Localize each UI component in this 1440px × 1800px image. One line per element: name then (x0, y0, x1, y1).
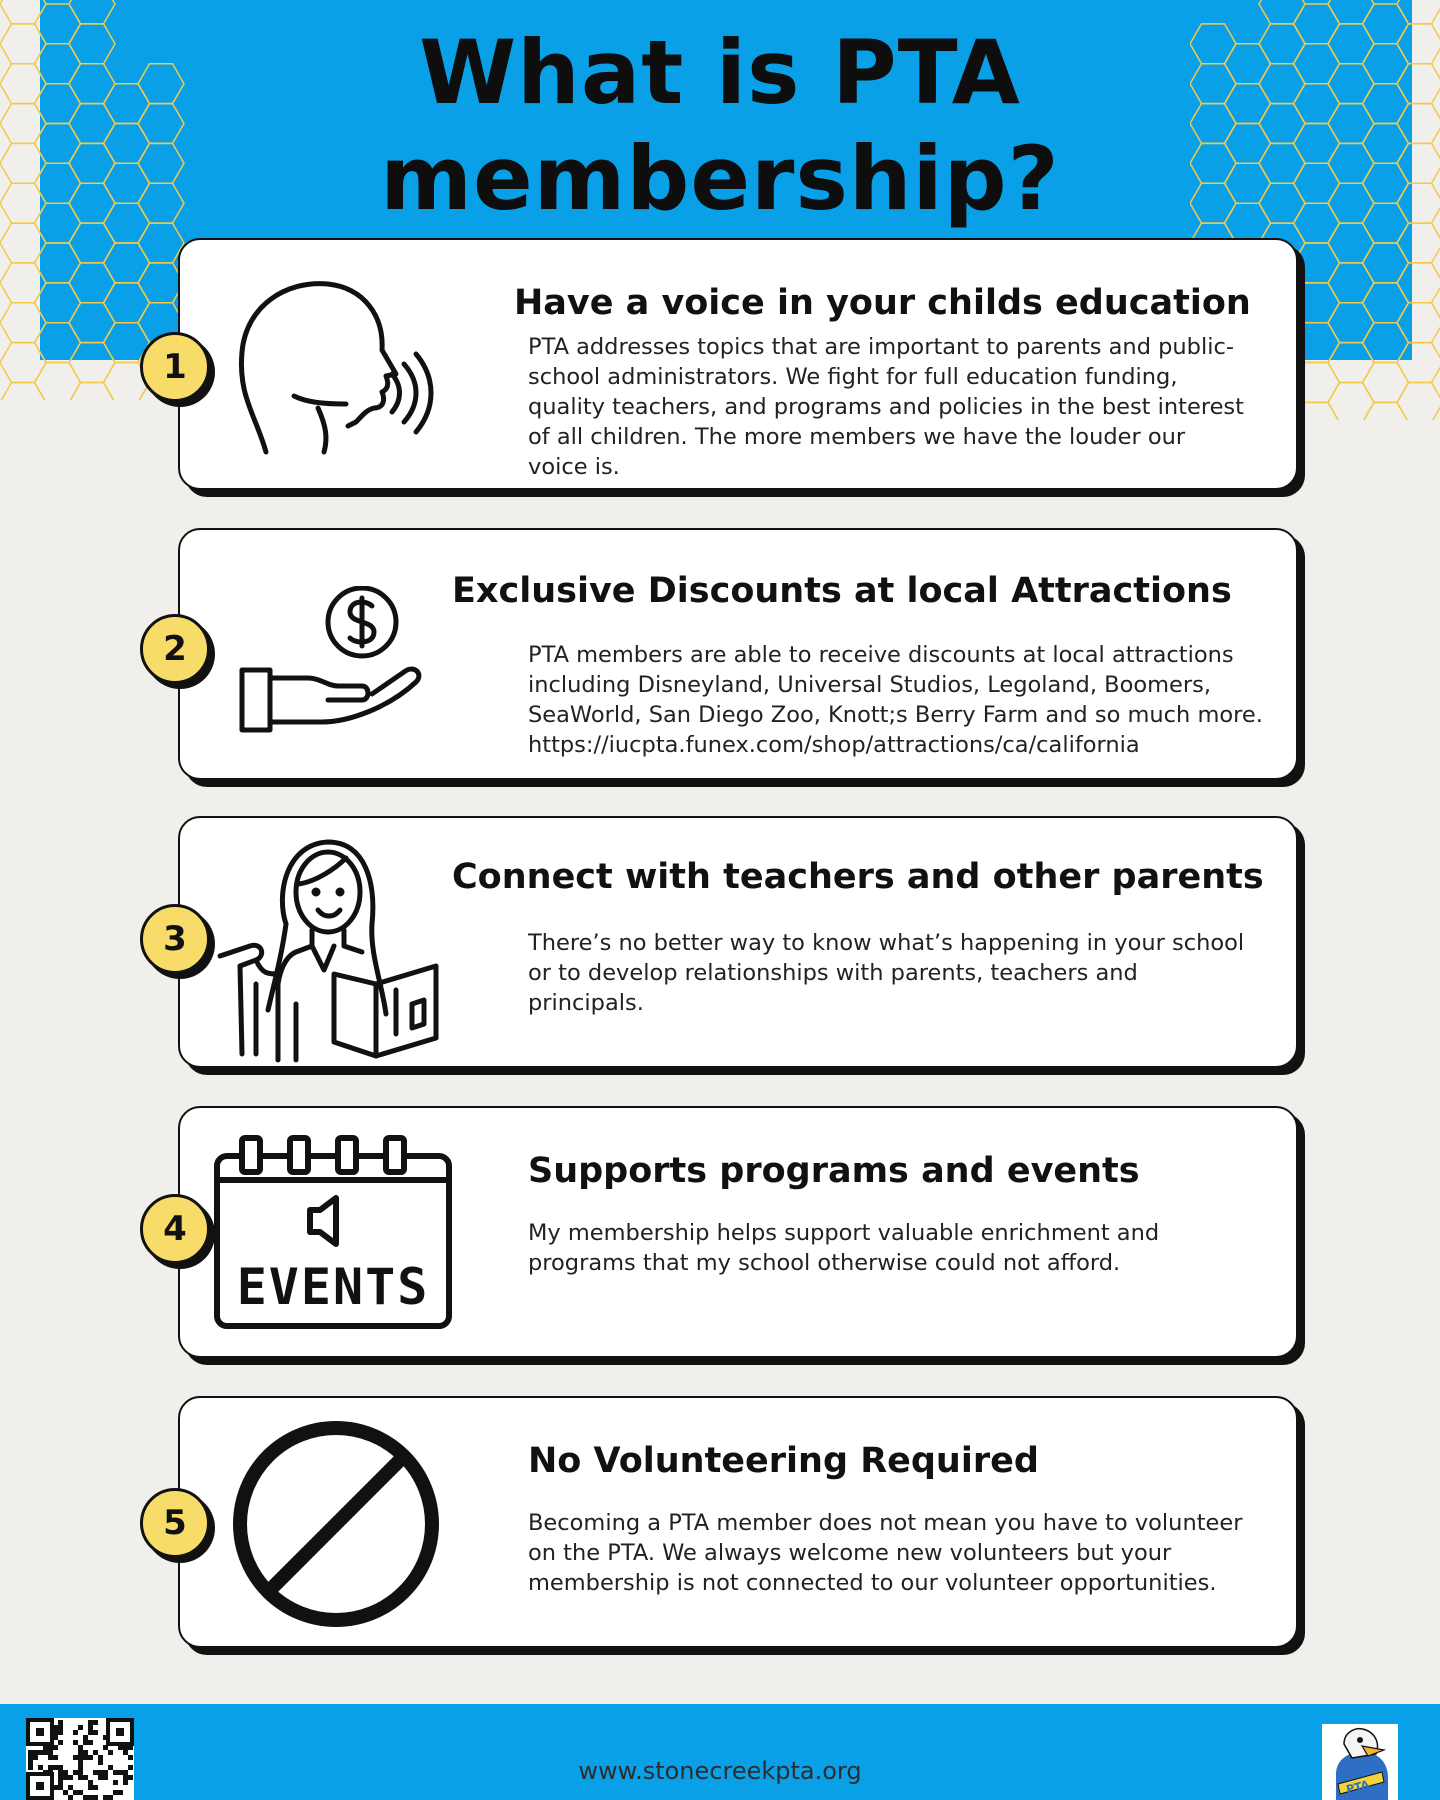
honeycomb-cell (1363, 243, 1409, 283)
benefit-heading: Supports programs and events (528, 1151, 1140, 1191)
step-badge-4 (140, 1194, 210, 1264)
qr-module (73, 1790, 78, 1795)
qr-module (78, 1790, 83, 1795)
qr-module (118, 1790, 123, 1795)
speaking-head-icon (236, 276, 436, 456)
qr-module (88, 1740, 93, 1745)
honeycomb-cell (0, 343, 46, 383)
qr-module (78, 1745, 83, 1750)
qr-module (93, 1730, 98, 1735)
website-link[interactable]: www.stonecreekpta.org (578, 1757, 862, 1785)
step-number: 1 (163, 347, 187, 387)
qr-module (113, 1790, 118, 1795)
benefit-heading: Connect with teachers and other parents (452, 857, 1264, 897)
events-label: EVENTS (236, 1258, 430, 1316)
qr-finder-center (116, 1728, 124, 1736)
step-badge-5 (140, 1488, 210, 1558)
qr-module (78, 1725, 83, 1730)
qr-module (58, 1740, 63, 1745)
benefit-heading: Exclusive Discounts at local Attractions (452, 571, 1232, 611)
hand-dollar-icon (238, 586, 438, 736)
teacher-icon (216, 834, 446, 1064)
step-badge-1 (140, 332, 210, 402)
honeycomb-cell (0, 263, 46, 303)
honeycomb-cell (1328, 343, 1374, 383)
qr-module (68, 1795, 73, 1800)
qr-module (33, 1750, 38, 1755)
qr-module (73, 1740, 78, 1745)
eagle-mascot-icon (1322, 1724, 1398, 1800)
step-number: 3 (163, 919, 187, 959)
benefit-card-4 (178, 1106, 1298, 1358)
honeycomb-cell (1363, 363, 1409, 403)
qr-module (88, 1795, 93, 1800)
benefit-body: There’s no better way to know what’s happening in your school or to develop relationships with parents, teachers and principals. (528, 930, 1245, 1016)
honeycomb-cell (1294, 363, 1340, 403)
benefit-card-2 (178, 528, 1298, 780)
qr-module (43, 1750, 48, 1755)
honeycomb-cell (1328, 263, 1374, 303)
honeycomb-cell (1397, 383, 1440, 421)
step-number: 5 (163, 1503, 187, 1543)
qr-module (103, 1795, 108, 1800)
honeycomb-cell (69, 343, 115, 383)
page-title (0, 20, 1440, 232)
benefit-body: PTA addresses topics that are important to parents and public-school administrators. We fight for full education funding, quality teachers, and programs and policies in the best interest of all children. The more members we have the louder our voice is. (528, 334, 1244, 480)
qr-module (58, 1785, 63, 1790)
qr-module (93, 1720, 98, 1725)
qr-module (83, 1795, 88, 1800)
honeycomb-cell (104, 283, 150, 323)
honeycomb-cell (1294, 243, 1340, 283)
qr-module (83, 1740, 88, 1745)
title-line-1: What is PTA (419, 21, 1021, 124)
qr-module (88, 1720, 93, 1725)
honeycomb-cell (1397, 303, 1440, 343)
honeycomb-cell (1294, 283, 1340, 323)
qr-module (78, 1750, 83, 1755)
qr-module (83, 1735, 88, 1740)
honeycomb-cell (1397, 263, 1440, 303)
qr-module (38, 1750, 43, 1755)
qr-module (73, 1730, 78, 1735)
qr-module (88, 1725, 93, 1730)
honeycomb-cell (104, 243, 150, 283)
qr-module (88, 1730, 93, 1735)
qr-module (63, 1790, 68, 1795)
qr-module (108, 1750, 113, 1755)
events-calendar-icon (212, 1134, 454, 1332)
qr-module (68, 1785, 73, 1790)
qr-finder-center (36, 1728, 44, 1736)
qr-module (48, 1750, 53, 1755)
benefit-heading: No Volunteering Required (528, 1441, 1039, 1481)
qr-module (93, 1785, 98, 1790)
honeycomb-cell (35, 283, 81, 323)
benefit-body: Becoming a PTA member does not mean you have to volunteer on the PTA. We always welcome new volunteers but your membership is not connected to our volunteer opportunities. (528, 1510, 1243, 1596)
honeycomb-cell (69, 263, 115, 303)
qr-module (83, 1750, 88, 1755)
step-badge-3 (140, 904, 210, 974)
honeycomb-cell (1294, 323, 1340, 363)
honeycomb-cell (35, 243, 81, 283)
qr-module (93, 1750, 98, 1755)
footer-band (0, 1704, 1440, 1800)
honeycomb-cell (1328, 303, 1374, 343)
step-badge-2 (140, 614, 210, 684)
qr-module (58, 1720, 63, 1725)
title-line-2: membership? (380, 127, 1060, 230)
qr-module (123, 1750, 128, 1755)
honeycomb-cell (1363, 323, 1409, 363)
honeycomb-cell (1397, 343, 1440, 383)
benefit-card-5 (178, 1396, 1298, 1648)
honeycomb-cell (35, 323, 81, 363)
qr-module (108, 1795, 113, 1800)
honeycomb-cell (0, 303, 46, 343)
qr-module (28, 1750, 33, 1755)
benefit-body: My membership helps support valuable enrichment and programs that my school otherwise could not afford. (528, 1220, 1160, 1276)
benefit-heading: Have a voice in your childs education (514, 283, 1251, 323)
benefit-card-3 (178, 816, 1298, 1068)
step-number: 2 (163, 629, 187, 669)
benefit-body: PTA members are able to receive discounts at local attractions including Disneyland, Universal Studios, Legoland, Boomers, SeaWorld, San Diego Zoo, Knott;s Berry Farm and so much more. https://iucpta.funex.com/shop/attractions/ca/california (528, 642, 1263, 758)
honeycomb-cell (69, 303, 115, 343)
qr-module (93, 1795, 98, 1800)
step-number: 4 (163, 1209, 187, 1249)
honeycomb-cell (1363, 283, 1409, 323)
qr-module (88, 1785, 93, 1790)
mascot-pta-text: PTA (1344, 1777, 1371, 1797)
qr-module (58, 1725, 63, 1730)
qr-module (58, 1730, 63, 1735)
benefit-card-1 (178, 238, 1298, 490)
prohibited-icon (230, 1418, 442, 1630)
